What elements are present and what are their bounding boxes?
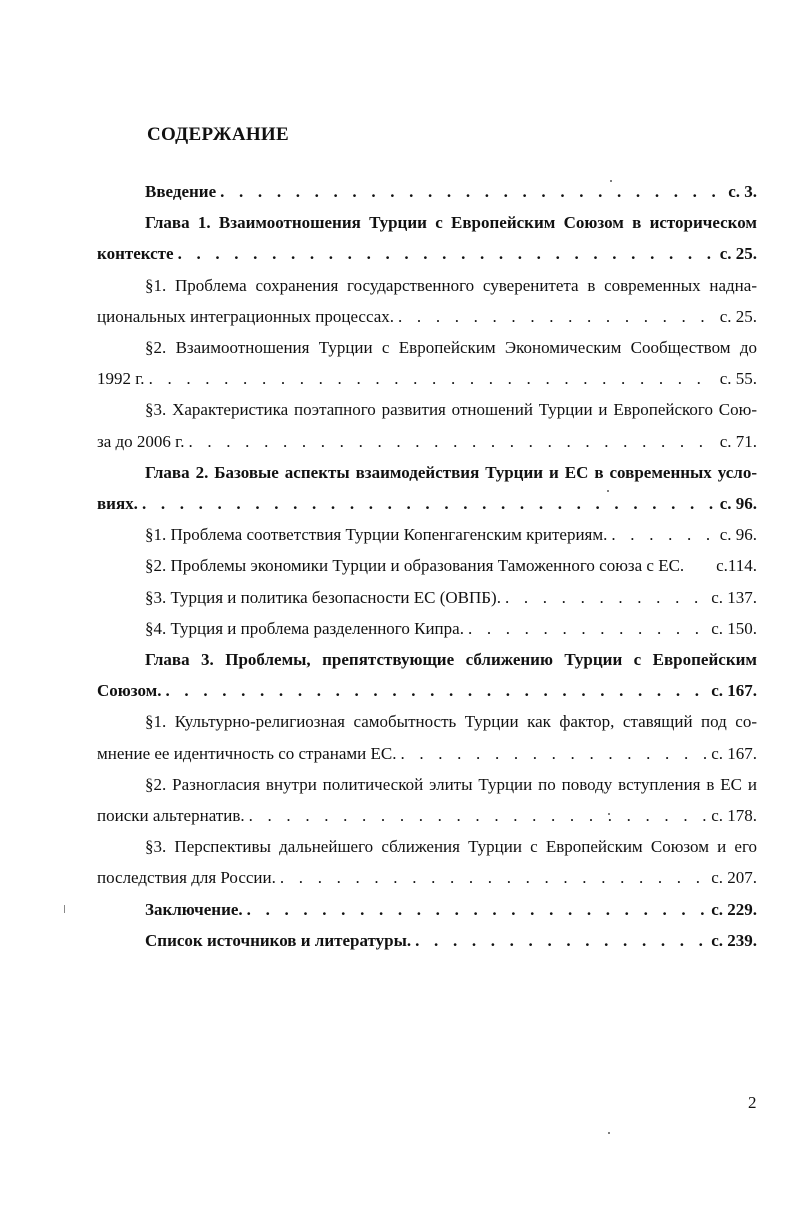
- dot-leader: [247, 894, 708, 925]
- toc-entry-ch2-section-4: [97, 613, 757, 644]
- toc-page-ref: с. 25.: [719, 244, 757, 264]
- toc-page-ref: с. 55.: [719, 369, 757, 389]
- toc-page-ref: с. 167.: [711, 743, 757, 763]
- toc-entry-chapter-2: [97, 457, 757, 519]
- toc-entry-chapter-1: [97, 207, 757, 269]
- toc-entry-text: §3. Характеристика поэтапного развития отношений Турции и Европейского Сою-: [145, 400, 757, 420]
- dot-leader: [178, 238, 716, 269]
- toc-entry-ch3-section-1: [97, 706, 757, 768]
- toc-entry-text: циональных интеграционных процессах.: [97, 306, 395, 326]
- toc-entry-text: §1. Культурно-религиозная самобытность Турции как фактор, ставящий под со-: [145, 712, 757, 732]
- dot-leader: [398, 301, 716, 332]
- toc-entry-text: поиски альтернатив.: [97, 806, 245, 826]
- toc-entry-text: §2. Взаимоотношения Турции с Европейским Экономическим Сообществом до: [145, 338, 757, 358]
- dot-leader: [400, 738, 707, 769]
- toc-entry-text: мнение ее идентичность со странами ЕС.: [97, 743, 397, 763]
- toc-page-ref: с. 150.: [711, 618, 757, 638]
- dot-leader: [149, 363, 716, 394]
- toc-entry-bibliography: [97, 925, 757, 956]
- toc-entry-text: Глава 1. Взаимоотношения Турции с Европейским Союзом в историческом: [145, 213, 757, 233]
- page-title: СОДЕРЖАНИЕ: [147, 124, 289, 145]
- toc-entry-ch2-section-2: [97, 550, 757, 581]
- dot-leader: [188, 426, 715, 457]
- toc-entry-text: §4. Турция и проблема разделенного Кипра.: [145, 618, 464, 638]
- toc-entry-text: §3. Перспективы дальнейшего сближения Турции с Европейским Союзом и его: [145, 837, 757, 857]
- dot-leader: [166, 675, 708, 706]
- toc-entry-text: §3. Турция и политика безопасности ЕС (ОВПБ).: [145, 587, 501, 607]
- dot-leader: [249, 800, 708, 831]
- toc-entry-text: Глава 2. Базовые аспекты взаимодействия Турции и ЕС в современных усло-: [145, 462, 757, 482]
- toc-page-ref: с. 25.: [719, 306, 757, 326]
- toc-page-ref: с. 167.: [711, 681, 757, 701]
- toc-page-ref: с. 96.: [719, 494, 757, 514]
- toc-entry-conclusion: [97, 894, 757, 925]
- dot-leader: [611, 519, 715, 550]
- toc-page-ref: с. 71.: [719, 431, 757, 451]
- toc-entry-ch2-section-1: [97, 519, 757, 550]
- toc-entry-introduction: [97, 176, 757, 207]
- toc-entry-ch1-section-1: [97, 270, 757, 332]
- toc-entry-ch2-section-3: [97, 582, 757, 613]
- toc-page-ref: с. 229.: [711, 899, 757, 919]
- toc-entry-ch1-section-3: [97, 394, 757, 456]
- table-of-contents: [97, 176, 757, 956]
- dot-leader: [415, 925, 707, 956]
- dot-leader: [142, 488, 716, 519]
- toc-page-ref: с. 239.: [711, 930, 757, 950]
- toc-entry-text: §1. Проблема соответствия Турции Копенгагенским критериям.: [145, 525, 608, 545]
- toc-entry-chapter-3: [97, 644, 757, 706]
- page-number: 2: [748, 1093, 757, 1112]
- scan-edge-mark: [64, 905, 65, 913]
- toc-entry-ch3-section-2: [97, 769, 757, 831]
- toc-entry-text: контексте: [97, 244, 174, 264]
- toc-entry-text: Список источников и литературы.: [145, 930, 412, 950]
- toc-entry-text: Заключение.: [145, 899, 243, 919]
- toc-page-ref: с.114.: [716, 556, 757, 576]
- toc-entry-text: §1. Проблема сохранения государственного суверенитета в современных надна-: [145, 275, 757, 295]
- toc-entry-text: §2. Разногласия внутри политической элиты Турции по поводу вступления в ЕС и: [145, 774, 757, 794]
- dot-leader: [280, 862, 707, 893]
- toc-entry-text: последствия для России.: [97, 868, 276, 888]
- toc-page-ref: с. 96.: [719, 525, 757, 545]
- toc-entry-text: за до 2006 г.: [97, 431, 185, 451]
- toc-entry-ch3-section-3: [97, 831, 757, 893]
- toc-entry-text: §2. Проблемы экономики Турции и образования Таможенного союза с ЕС.: [145, 556, 685, 576]
- dot-leader: [220, 176, 724, 207]
- toc-entry-text: Глава 3. Проблемы, препятствующие сближению Турции с Европейским: [145, 650, 757, 670]
- toc-entry-text: виях.: [97, 494, 138, 514]
- toc-page-ref: с. 178.: [711, 806, 757, 826]
- toc-entry-ch1-section-2: [97, 332, 757, 394]
- scan-speck: [608, 813, 610, 815]
- toc-entry-text: 1992 г.: [97, 369, 145, 389]
- scan-speck: [607, 490, 609, 492]
- dot-leader: [505, 582, 707, 613]
- scan-speck: [610, 180, 612, 182]
- toc-entry-text: Введение: [145, 182, 217, 201]
- toc-page-ref: с. 207.: [711, 868, 757, 888]
- scan-speck: [608, 1132, 610, 1134]
- toc-entry-text: Союзом.: [97, 681, 162, 701]
- toc-page-ref: с. 137.: [711, 587, 757, 607]
- toc-page-ref: с. 3.: [728, 182, 757, 201]
- dot-leader: [468, 613, 707, 644]
